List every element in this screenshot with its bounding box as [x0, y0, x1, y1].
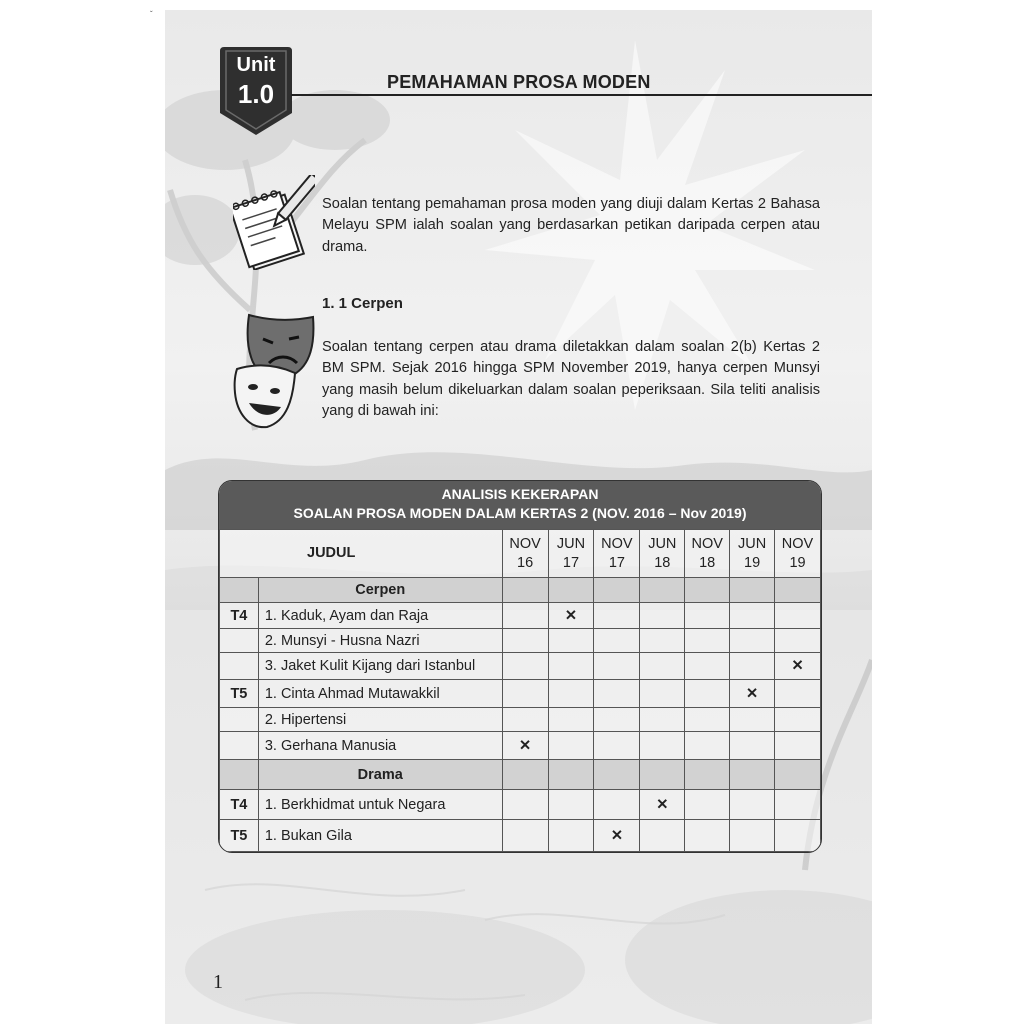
mark-cell	[502, 732, 548, 760]
level-cell	[220, 653, 259, 680]
mark-cell	[685, 680, 730, 708]
mark-cell	[502, 680, 548, 708]
title-cell: 2. Munsyi - Husna Nazri	[258, 629, 502, 653]
mark-cell	[730, 680, 775, 708]
mark-cell	[730, 653, 775, 680]
title-underline	[291, 94, 872, 96]
mark-cell	[548, 820, 594, 852]
exam-column-header	[685, 530, 730, 578]
mark-cell	[640, 603, 685, 629]
mark-cell	[548, 790, 594, 820]
level-cell: T4	[220, 603, 259, 629]
level-cell: T5	[220, 680, 259, 708]
exam-column-header	[548, 530, 594, 578]
mark-cell	[730, 732, 775, 760]
section-blank-cell	[594, 760, 640, 790]
mark-cell	[685, 653, 730, 680]
section-blank-cell	[775, 760, 821, 790]
mark-cell	[640, 680, 685, 708]
level-cell: T4	[220, 790, 259, 820]
unit-number: 1.0	[237, 79, 275, 109]
mark-cell	[548, 708, 594, 732]
table-row	[220, 732, 821, 760]
table-header	[219, 481, 821, 529]
table-row	[220, 790, 821, 820]
mark-cell	[594, 653, 640, 680]
section-blank-cell	[685, 760, 730, 790]
mark-cell	[640, 653, 685, 680]
scan-mark: ˇ	[150, 10, 153, 19]
exam-year: 17	[608, 554, 625, 571]
table-title-line2: SOALAN PROSA MODEN DALAM KERTAS 2 (NOV. 2016 – Nov 2019)	[293, 505, 747, 521]
exam-year: 16	[517, 554, 534, 571]
mark-cell	[640, 820, 685, 852]
exam-year: 18	[699, 554, 716, 571]
mark-cell	[502, 708, 548, 732]
title-cell: 1. Cinta Ahmad Mutawakkil	[258, 680, 502, 708]
mark-cell	[775, 790, 821, 820]
title-cell: 2. Hipertensi	[258, 708, 502, 732]
title-cell: 1. Berkhidmat untuk Negara	[258, 790, 502, 820]
document-page	[165, 10, 872, 1024]
judul-header: JUDUL	[220, 530, 503, 578]
column-header-row	[220, 530, 821, 578]
mark-cell	[640, 790, 685, 820]
mark-cell	[640, 732, 685, 760]
section-label: Drama	[258, 760, 502, 790]
title-cell: 3. Jaket Kulit Kijang dari Istanbul	[258, 653, 502, 680]
exam-month: NOV	[601, 535, 633, 552]
mark-cell	[775, 680, 821, 708]
exam-month: NOV	[509, 535, 541, 552]
section-blank-cell	[502, 578, 548, 603]
level-cell: T5	[220, 820, 259, 852]
section-blank-cell	[775, 578, 821, 603]
mark-cell	[640, 708, 685, 732]
mark-cell	[594, 603, 640, 629]
page-title: PEMAHAMAN PROSA MODEN	[387, 72, 651, 92]
section-blank-cell	[685, 578, 730, 603]
mark-cell	[548, 653, 594, 680]
section-blank-cell	[502, 760, 548, 790]
mark-cell	[685, 603, 730, 629]
notepad-pencil-icon	[233, 175, 315, 270]
section-paragraph: Soalan tentang cerpen atau drama diletakkan dalam soalan 2(b) Kertas 2 BM SPM. Sejak 2016 hingga SPM November 2019, hanya cerpen Munsyi yang masih belum dikeluarkan dalam soalan peperiksaan. Sila teliti analisis yang di bawah ini:	[322, 339, 820, 419]
section-row	[220, 578, 821, 603]
exam-year: 19	[744, 554, 761, 571]
mark-cell	[730, 790, 775, 820]
section-row	[220, 760, 821, 790]
section-level-cell	[220, 578, 259, 603]
mark-cell	[594, 732, 640, 760]
title-cell: 3. Gerhana Manusia	[258, 732, 502, 760]
mark-cell	[548, 680, 594, 708]
mark-cell	[775, 653, 821, 680]
mark-cell	[502, 790, 548, 820]
section-blank-cell	[548, 578, 594, 603]
exam-column-header	[640, 530, 685, 578]
section-blank-cell	[730, 578, 775, 603]
mark-cell	[594, 708, 640, 732]
exam-column-header	[730, 530, 775, 578]
cross-mark-icon: ✕	[656, 796, 669, 813]
page-number: 1	[213, 971, 223, 993]
exam-month: JUN	[648, 535, 677, 552]
mark-cell	[548, 629, 594, 653]
exam-column-header	[502, 530, 548, 578]
exam-year: 18	[654, 554, 671, 571]
section-level-cell	[220, 760, 259, 790]
level-cell	[220, 708, 259, 732]
mark-cell	[640, 629, 685, 653]
analysis-table	[218, 480, 822, 853]
mark-cell	[730, 629, 775, 653]
section-blank-cell	[640, 578, 685, 603]
mark-cell	[594, 790, 640, 820]
section-blank-cell	[548, 760, 594, 790]
mark-cell	[685, 790, 730, 820]
mark-cell	[502, 820, 548, 852]
exam-month: NOV	[691, 535, 723, 552]
cross-mark-icon: ✕	[791, 658, 804, 674]
theatre-masks-icon	[231, 313, 319, 431]
mark-cell	[730, 820, 775, 852]
exam-year: 17	[562, 554, 580, 571]
mark-cell	[548, 732, 594, 760]
mark-cell	[502, 629, 548, 653]
table-row	[220, 820, 821, 852]
exam-column-header	[775, 530, 821, 578]
table-row	[220, 653, 821, 680]
mark-cell	[685, 820, 730, 852]
exam-month: JUN	[737, 535, 767, 552]
cross-mark-icon: ✕	[519, 737, 532, 754]
mark-cell	[685, 732, 730, 760]
mark-cell	[775, 708, 821, 732]
section-heading: 1. 1 Cerpen	[322, 295, 403, 312]
level-cell	[220, 629, 259, 653]
table-row	[220, 603, 821, 629]
table-row	[220, 708, 821, 732]
mark-cell	[775, 732, 821, 760]
mark-cell	[730, 603, 775, 629]
exam-month: NOV	[781, 535, 814, 552]
title-cell: 1. Kaduk, Ayam dan Raja	[258, 603, 502, 629]
section-blank-cell	[640, 760, 685, 790]
table-row	[220, 629, 821, 653]
exam-column-header	[594, 530, 640, 578]
mark-cell	[594, 820, 640, 852]
level-cell	[220, 732, 259, 760]
section-blank-cell	[594, 578, 640, 603]
mark-cell	[775, 603, 821, 629]
mark-cell	[775, 820, 821, 852]
intro-paragraph: Soalan tentang pemahaman prosa moden yang diuji dalam Kertas 2 Bahasa Melayu SPM ialah soalan yang berdasarkan petikan daripada cerpen atau drama.	[322, 196, 820, 255]
unit-label: Unit	[236, 54, 276, 76]
mark-cell	[548, 603, 594, 629]
section-label: Cerpen	[258, 578, 502, 603]
mark-cell	[594, 629, 640, 653]
mark-cell	[502, 603, 548, 629]
cross-mark-icon: ✕	[610, 827, 623, 844]
exam-month: JUN	[556, 535, 586, 552]
mark-cell	[502, 653, 548, 680]
mark-cell	[730, 708, 775, 732]
title-cell: 1. Bukan Gila	[258, 820, 502, 852]
mark-cell	[685, 629, 730, 653]
cross-mark-icon: ✕	[564, 607, 578, 624]
exam-year: 19	[789, 554, 806, 571]
table-row	[220, 680, 821, 708]
table-title-line1: ANALISIS KEKERAPAN	[441, 486, 599, 502]
frequency-grid	[219, 529, 821, 852]
mark-cell	[775, 629, 821, 653]
mark-cell	[594, 680, 640, 708]
mark-cell	[685, 708, 730, 732]
section-blank-cell	[730, 760, 775, 790]
cross-mark-icon: ✕	[746, 685, 759, 702]
